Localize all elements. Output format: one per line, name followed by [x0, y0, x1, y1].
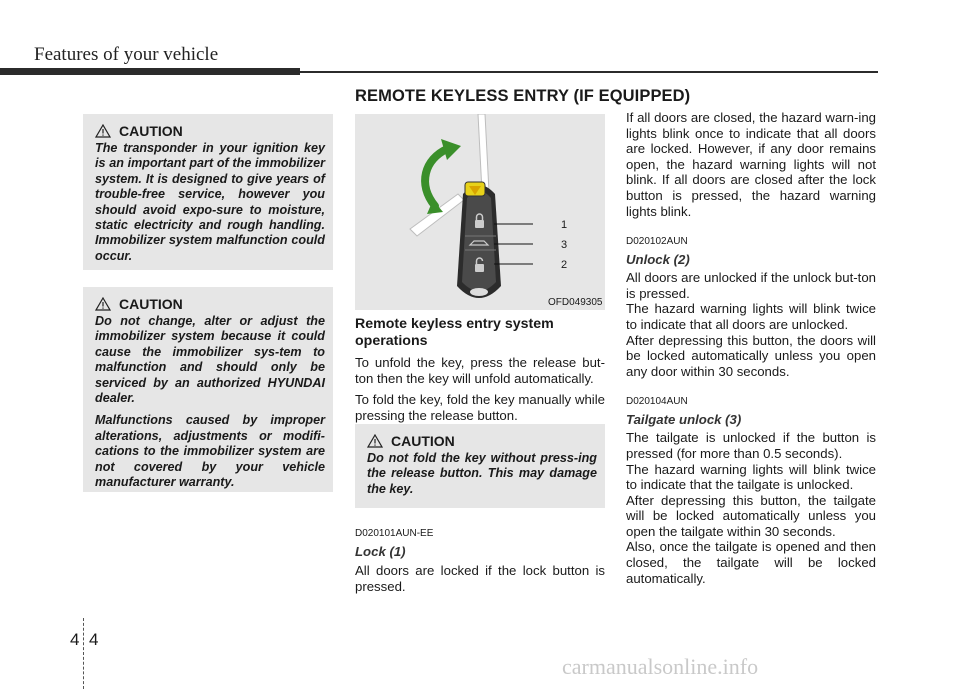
- caution-text: The transponder in your ignition key is an important part of the immobilizer system. It is designed to give years of trouble-free service, however you should avoid expo-sure to moisture, static electricity and rough handling. Immobilizer system malfunction could occur.: [95, 141, 325, 263]
- unlock-title: Unlock (2): [626, 252, 690, 268]
- callout-2: 2: [561, 259, 568, 271]
- header-rule: [300, 71, 878, 73]
- header-bar: [0, 68, 300, 75]
- operations-heading: Remote keyless entry system operations: [355, 316, 554, 349]
- lock-section: [355, 528, 605, 600]
- warning-triangle-icon: [95, 297, 111, 311]
- caution-box-fold: [355, 424, 605, 508]
- caution-heading: [95, 296, 325, 312]
- tailgate-text: The tailgate is unlocked if the button is pressed (for more than 0.5 seconds).: [626, 430, 876, 461]
- caution-text: Malfunctions caused by improper alterations, adjustments or modifi-cations to the immobilizer system are not covered by your vehicle manufacturer warranty.: [95, 413, 325, 490]
- key-fob-figure: [355, 114, 605, 310]
- caution-label: CAUTION: [391, 433, 455, 449]
- operations-text: To unfold the key, press the release but-ton then the key will unfold automatically.: [355, 355, 605, 386]
- caution-heading: [95, 123, 325, 139]
- tailgate-text: After depressing this button, the tailgate will be locked automatically unless you open the tailgate within 30 seconds.: [626, 492, 876, 539]
- callout-1: 1: [561, 219, 568, 231]
- chapter-number: 4: [70, 630, 80, 649]
- caution-text: Do not change, alter or adjust the immobilizer system because it could cause the immobilizer sys-tem to malfunction and should only be serviced by an authorized HYUNDAI dealer.: [95, 314, 325, 406]
- lock-title: Lock (1): [355, 544, 406, 559]
- page-number: 4: [89, 630, 99, 649]
- unlock-text: After depressing this button, the doors will be locked automatically unless you open any door within 30 seconds.: [626, 332, 876, 379]
- caution-label: CAUTION: [119, 123, 183, 139]
- lock-text: All doors are locked if the lock button is pressed.: [355, 563, 605, 594]
- caution-box-transponder: [83, 114, 333, 270]
- unlock-text: The hazard warning lights will blink twice to indicate that all doors are unlocked.: [626, 301, 876, 332]
- figure-code: OFD049305: [548, 297, 603, 308]
- section-code: D020101AUN-EE: [355, 528, 434, 539]
- tailgate-text: Also, once the tailgate is opened and then closed, the tailgate will be locked automatically.: [626, 539, 876, 586]
- running-header: Features of your vehicle: [34, 44, 219, 65]
- watermark: carmanualsonline.info: [562, 654, 759, 679]
- key-fob-illustration: [355, 114, 605, 310]
- caution-label: CAUTION: [119, 296, 183, 312]
- caution-box-immobilizer: [83, 287, 333, 492]
- warning-triangle-icon: [95, 124, 111, 138]
- caution-text: Do not fold the key without press-ing the release button. This may damage the key.: [367, 451, 597, 496]
- warning-triangle-icon: [367, 434, 383, 448]
- section-title: REMOTE KEYLESS ENTRY (IF EQUIPPED): [355, 87, 691, 105]
- tailgate-text: The hazard warning lights will blink twice to indicate that the tailgate is unlocked.: [626, 461, 876, 493]
- hazard-intro-text: If all doors are closed, the hazard warn-ing lights blink once to indicate that all doors are locked. However, if any door remains open, the hazard warning lights will not blink. If all doors are closed after the lock button is pressed, the hazard warning lights blink.: [626, 110, 876, 219]
- callout-3: 3: [561, 239, 568, 251]
- section-code: D020102AUN: [626, 236, 688, 248]
- caution-heading: [367, 433, 597, 449]
- unlock-text: All doors are unlocked if the unlock but-ton is pressed.: [626, 270, 876, 301]
- right-column: [626, 110, 876, 586]
- tailgate-title: Tailgate unlock (3): [626, 412, 742, 428]
- operations-text: To fold the key, fold the key manually while pressing the release button.: [355, 392, 605, 423]
- footer-divider: [83, 618, 85, 689]
- section-code: D020104AUN: [626, 396, 688, 408]
- operations-section: [355, 316, 605, 429]
